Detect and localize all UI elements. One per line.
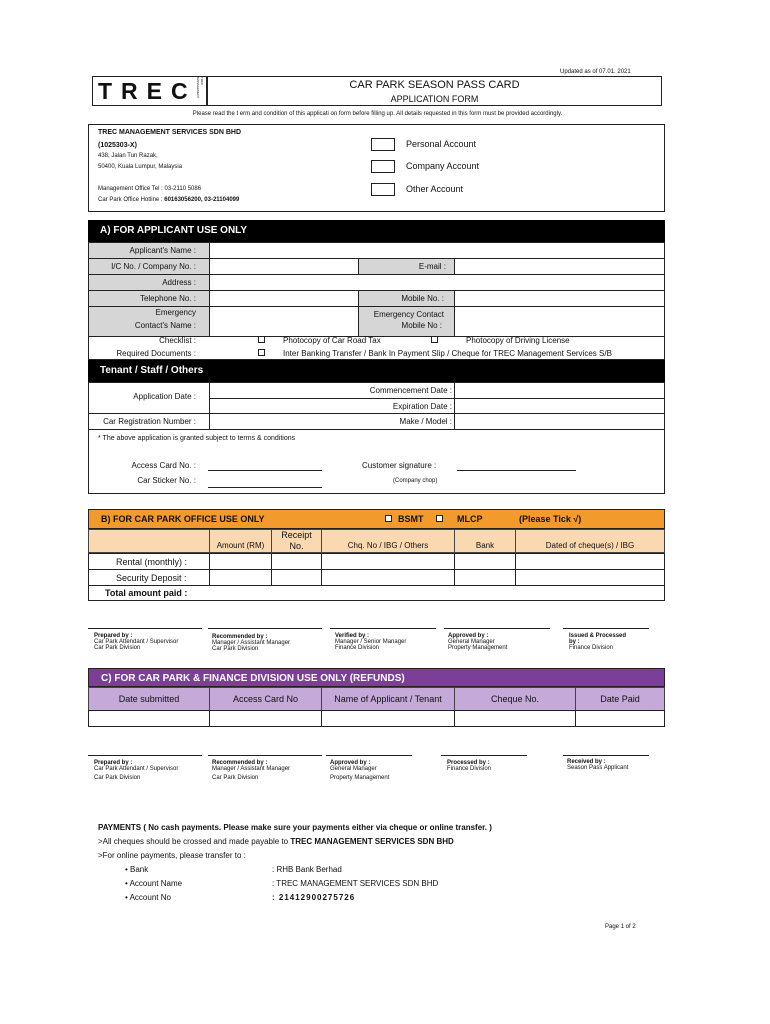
bank-label: • Bank xyxy=(125,865,149,874)
mlcp-label: MLCP xyxy=(457,514,483,524)
col-receipt-l2: No. xyxy=(289,541,304,551)
company-account-checkbox[interactable] xyxy=(371,160,395,173)
account-no-value: : 21412900275726 xyxy=(272,893,356,902)
divider xyxy=(441,755,527,756)
bank-slip-checkbox[interactable] xyxy=(258,349,265,356)
other-account-checkbox[interactable] xyxy=(371,183,395,196)
divider xyxy=(209,398,664,399)
other-account-label: Other Account xyxy=(406,184,464,194)
divider xyxy=(454,710,455,727)
sig-line2: Car Park Division xyxy=(94,775,141,781)
divider xyxy=(208,628,322,629)
sig1-verified xyxy=(335,633,406,651)
emergency-label-2: Contact's Name : xyxy=(134,321,196,330)
sig-title: Prepared by : xyxy=(94,760,133,766)
ic-label: I/C No. / Company No. : xyxy=(111,262,196,271)
make-model-label: Make / Model : xyxy=(399,417,452,426)
divider xyxy=(89,569,664,570)
form-title: CAR PARK SEASON PASS CARD xyxy=(349,79,520,91)
sig-line2: Property Management xyxy=(330,775,390,781)
email-label: E-mail : xyxy=(418,262,446,271)
personal-account-checkbox[interactable] xyxy=(371,138,395,151)
account-name-value: : TREC MANAGEMENT SERVICES SDN BHD xyxy=(272,879,439,888)
divider xyxy=(444,628,550,629)
tick-instruction: (Please Tick √) xyxy=(519,514,582,524)
divider xyxy=(89,274,664,275)
b-header-blank xyxy=(88,529,210,553)
application-date-label: Application Date : xyxy=(133,392,196,401)
sig-line1: Car Park Attendant / Supervisor xyxy=(94,766,179,772)
customer-signature-label: Customer signature : xyxy=(362,461,437,470)
account-no-label: • Account No xyxy=(125,893,171,902)
required-docs-label: Required Documents : xyxy=(116,349,196,358)
col-receipt-l1: Receipt xyxy=(281,530,312,540)
divider xyxy=(89,585,664,586)
logo-text: TREC xyxy=(98,78,197,104)
sig-title: Approved by : xyxy=(448,633,489,639)
driving-license-label: Photocopy of Driving License xyxy=(466,336,570,345)
payee-name: TREC MANAGEMENT SERVICES SDN BHD xyxy=(290,837,454,846)
divider xyxy=(89,290,664,291)
updated-date: Updated as of 07.01. 2021 xyxy=(560,69,631,75)
bank-slip-label: Inter Banking Transfer / Bank In Payment Slip / Cheque for TREC Management Services S/B xyxy=(283,349,612,358)
company-addr1: 438, Jalan Tun Razak, xyxy=(98,153,158,159)
notice: Please read the t erm and condition of this applicati on form before filling up. All details requested in this form must be provided accordingly. xyxy=(192,111,563,117)
sig-line2: Car Park Division xyxy=(94,645,141,651)
sig-line1: General Manager xyxy=(448,639,495,645)
sig-title: Prepared by : xyxy=(94,633,133,639)
hotline-label: Car Park Office Hotline : xyxy=(98,197,165,203)
sig-title: Approved by : xyxy=(330,760,371,766)
sig-line1: by : xyxy=(569,639,580,645)
terms-note: * The above application is granted subject to terms & conditions xyxy=(98,435,296,442)
col-access-card: Access Card No xyxy=(209,687,322,711)
payments-cheque-line xyxy=(98,837,454,846)
bank-value: : RHB Bank Berhad xyxy=(272,865,342,874)
company-account-label: Company Account xyxy=(406,161,480,171)
divider xyxy=(330,628,436,629)
sig-title: Received by : xyxy=(567,759,606,765)
tenant-header: Tenant / Staff / Others xyxy=(88,360,665,382)
total-label: Total amount paid : xyxy=(105,588,188,598)
trec-logo xyxy=(92,76,207,106)
company-addr2: 50400, Kuala Lumpur, Malaysia xyxy=(98,164,183,170)
sig-line2: Finance Division xyxy=(569,645,614,651)
divider xyxy=(563,755,649,756)
sig-title: Verified by : xyxy=(335,633,370,639)
page-number: Page 1 of 2 xyxy=(605,924,636,930)
divider xyxy=(89,413,664,414)
section-c-row xyxy=(88,710,665,727)
sig-line1: Manager / Assistant Manager xyxy=(212,640,291,646)
company-chop-label: (Company chop) xyxy=(393,478,438,484)
car-sticker-label: Car Sticker No. : xyxy=(137,476,196,485)
sig-line1: Manager / Assistant Manager xyxy=(212,766,291,772)
company-name: TREC MANAGEMENT SERVICES SDN BHD xyxy=(98,129,241,136)
road-tax-label: Photocopy of Car Road Tax xyxy=(283,336,381,345)
security-deposit-label: Security Deposit : xyxy=(116,573,187,583)
sig-line2: Car Park Division xyxy=(212,646,259,652)
col-date-paid: Date Paid xyxy=(575,687,665,711)
emergency-contact-label-2: Mobile No : xyxy=(401,321,442,330)
sig2-processed xyxy=(447,760,491,772)
section-c-header: C) FOR CAR PARK & FINANCE DIVISION USE ONLY (REFUNDS) xyxy=(88,668,665,687)
divider xyxy=(88,755,202,756)
sig1-approved xyxy=(448,633,507,651)
col-date-submitted: Date submitted xyxy=(88,687,210,711)
divider xyxy=(326,755,412,756)
sig2-recommended xyxy=(212,760,290,781)
sig-line1: Manager / Senior Manager xyxy=(335,639,407,645)
divider xyxy=(321,710,322,727)
col-cheque-date: Dated of cheque(s) / IBG xyxy=(515,529,665,553)
section-b-header xyxy=(88,509,665,529)
divider xyxy=(209,710,210,727)
sig-title: Recommended by : xyxy=(212,634,268,640)
divider xyxy=(454,290,455,336)
sig-line2: Finance Division xyxy=(335,645,380,651)
payments-online-line: >For online payments, please transfer to : xyxy=(98,851,246,860)
mobile-label: Mobile No. : xyxy=(401,294,444,303)
mlcp-checkbox[interactable] xyxy=(436,515,443,522)
sig-line1: Season Pass Applicant xyxy=(567,765,629,771)
col-bank: Bank xyxy=(454,529,516,553)
divider xyxy=(208,487,322,488)
sig-line2: Car Park Division xyxy=(212,775,259,781)
emergency-label-1: Emergency xyxy=(155,308,196,317)
applicant-name-label: Applicant's Name : xyxy=(129,246,196,255)
divider xyxy=(575,710,576,727)
sig-line2: Property Management xyxy=(448,645,508,651)
sig2-prepared xyxy=(94,760,178,781)
sig-title: Processed by : xyxy=(447,760,490,766)
divider xyxy=(89,306,664,307)
divider xyxy=(208,470,322,471)
sig1-recommended xyxy=(212,634,290,652)
account-name-label: • Account Name xyxy=(125,879,183,888)
address-label: Address : xyxy=(162,278,196,287)
hotline xyxy=(98,197,239,203)
telephone-label: Telephone No. : xyxy=(139,294,196,303)
divider xyxy=(89,429,664,430)
road-tax-checkbox[interactable] xyxy=(258,336,265,343)
bsmt-label: BSMT xyxy=(398,514,424,524)
sig-title: Issued & Processed xyxy=(569,633,627,639)
office-tel: Management Office Tel : 03-2110 5086 xyxy=(98,186,202,192)
checklist-label: Checklist : xyxy=(159,336,196,345)
sig-line1: General Manager xyxy=(330,766,377,772)
col-receipt xyxy=(271,529,322,553)
sig1-prepared xyxy=(94,633,178,651)
divider xyxy=(89,258,664,259)
payments-title: PAYMENTS ( No cash payments. Please make sure your payments either via cheque or online transfer. ) xyxy=(98,823,492,832)
col-chq: Chq. No / IBG / Others xyxy=(321,529,455,553)
cheque-text: >All cheques should be crossed and made payable to xyxy=(98,837,291,846)
personal-account-label: Personal Account xyxy=(406,139,477,149)
sig-line1: Car Park Attendant / Supervisor xyxy=(94,639,179,645)
logo-tagline: TREC MANAGEMENT xyxy=(196,77,204,99)
company-reg: (1025303-X) xyxy=(98,142,137,149)
bsmt-checkbox[interactable] xyxy=(385,515,392,522)
form-subtitle: APPLICATION FORM xyxy=(390,94,479,104)
hotline-number: 60163056200, 03-21104099 xyxy=(164,197,240,203)
emergency-contact-label-1: Emergency Contact xyxy=(373,310,444,319)
divider xyxy=(208,755,322,756)
section-a-header: A) FOR APPLICANT USE ONLY xyxy=(88,220,665,242)
expiration-label: Expiration Date : xyxy=(392,402,452,411)
divider xyxy=(563,628,649,629)
divider xyxy=(457,470,576,471)
col-cheque-no: Cheque No. xyxy=(454,687,576,711)
divider xyxy=(454,259,455,274)
section-b-title: B) FOR CAR PARK OFFICE USE ONLY xyxy=(101,514,265,524)
title-box xyxy=(207,76,662,106)
divider xyxy=(209,383,210,429)
commencement-label: Commencement Date : xyxy=(369,386,452,395)
sig1-issued xyxy=(569,633,626,651)
col-applicant-name: Name of Applicant / Tenant xyxy=(321,687,455,711)
access-card-label: Access Card No. : xyxy=(131,461,196,470)
divider xyxy=(88,628,202,629)
divider xyxy=(454,383,455,429)
sig-line1: Finance Division xyxy=(447,766,492,772)
rental-label: Rental (monthly) : xyxy=(116,557,188,567)
sig-title: Recommended by : xyxy=(212,760,268,766)
sig2-approved xyxy=(330,760,389,781)
car-reg-label: Car Registration Number : xyxy=(103,417,196,426)
sig2-received xyxy=(567,759,628,771)
col-amount: Amount (RM) xyxy=(209,529,272,553)
driving-license-checkbox[interactable] xyxy=(431,336,438,343)
